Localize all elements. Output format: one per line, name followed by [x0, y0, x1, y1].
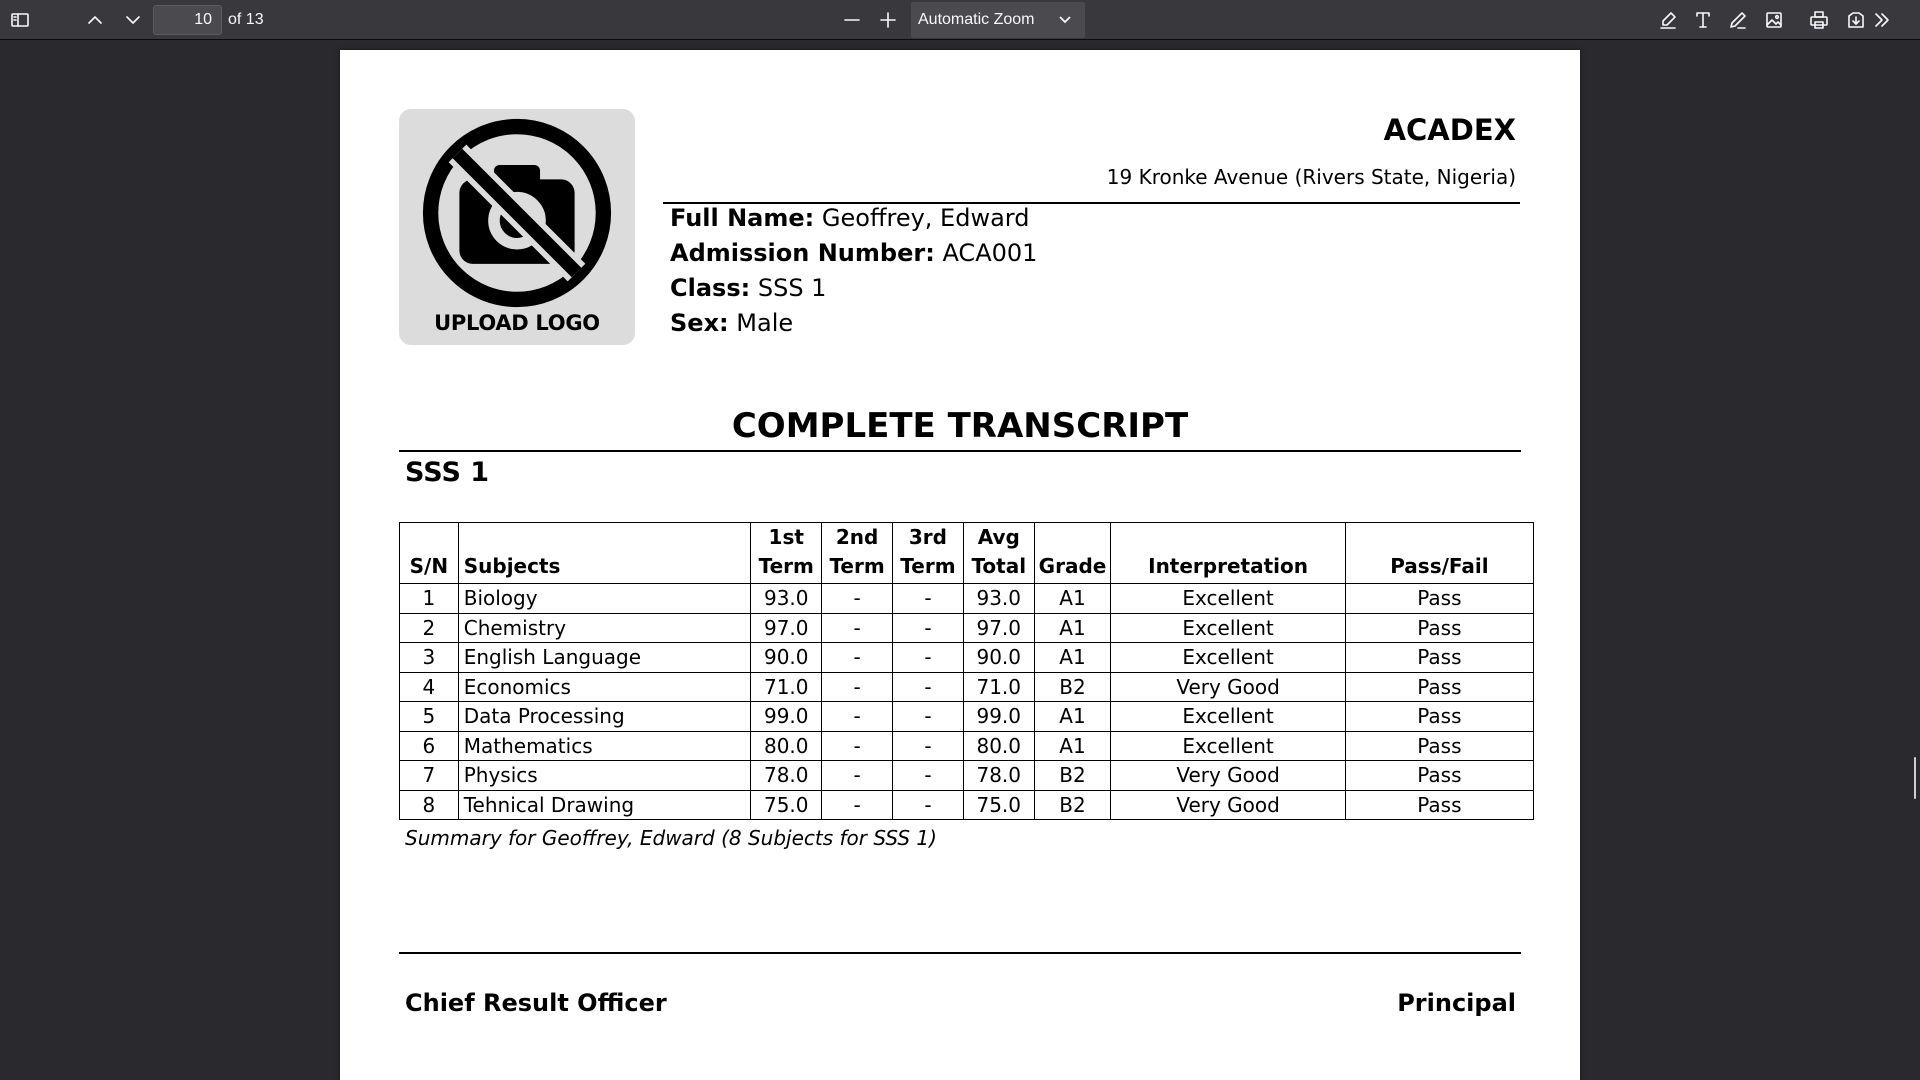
- table-cell: -: [822, 731, 893, 761]
- table-cell: 99.0: [963, 702, 1034, 732]
- table-row: [400, 702, 1534, 732]
- upload-logo-label: UPLOAD LOGO: [434, 311, 600, 335]
- table-cell: 6: [400, 731, 459, 761]
- table-cell: 93.0: [963, 584, 1034, 614]
- table-cell: Excellent: [1111, 643, 1345, 673]
- highlight-button[interactable]: [1652, 4, 1684, 36]
- table-cell: -: [893, 702, 964, 732]
- table-cell: 80.0: [751, 731, 822, 761]
- no-camera-icon: [421, 117, 613, 309]
- table-cell: B2: [1034, 672, 1111, 702]
- table-cell: 75.0: [751, 790, 822, 820]
- pencil-icon: [1728, 10, 1748, 30]
- table-cell: 99.0: [751, 702, 822, 732]
- table-row: [400, 790, 1534, 820]
- table-cell: 5: [400, 702, 459, 732]
- table-cell: 80.0: [963, 731, 1034, 761]
- table-cell: Pass: [1345, 613, 1533, 643]
- table-cell: Tehnical Drawing: [458, 790, 751, 820]
- page-count: of 13: [228, 11, 264, 28]
- table-cell: 7: [400, 761, 459, 791]
- table-cell: Pass: [1345, 702, 1533, 732]
- column-header: Grade: [1034, 523, 1111, 584]
- table-cell: A1: [1034, 643, 1111, 673]
- table-row: [400, 643, 1534, 673]
- table-cell: Very Good: [1111, 790, 1345, 820]
- table-cell: Pass: [1345, 731, 1533, 761]
- signature-divider: [399, 952, 1521, 954]
- next-page-button[interactable]: [117, 4, 149, 36]
- table-cell: -: [822, 790, 893, 820]
- sidebar-toggle-button[interactable]: [4, 4, 36, 36]
- table-row: [400, 672, 1534, 702]
- previous-page-button[interactable]: [79, 4, 111, 36]
- zoom-select[interactable]: [911, 2, 1085, 38]
- table-cell: -: [822, 613, 893, 643]
- document-title: COMPLETE TRANSCRIPT: [731, 406, 1189, 446]
- table-cell: Pass: [1345, 790, 1533, 820]
- table-cell: 8: [400, 790, 459, 820]
- student-admission-number: [670, 239, 1037, 267]
- student-class: [670, 274, 826, 302]
- column-header: S/N: [400, 523, 459, 584]
- table-cell: -: [822, 761, 893, 791]
- table-cell: 90.0: [751, 643, 822, 673]
- minus-icon: [842, 10, 862, 30]
- add-image-button[interactable]: [1758, 4, 1790, 36]
- zoom-out-button[interactable]: [836, 4, 868, 36]
- column-header: Avg Total: [963, 523, 1034, 584]
- column-header: Pass/Fail: [1345, 523, 1533, 584]
- scrollbar-thumb[interactable]: [1914, 757, 1916, 799]
- table-cell: -: [822, 672, 893, 702]
- table-row: [400, 731, 1534, 761]
- transcript-table: [399, 522, 1534, 820]
- table-cell: 75.0: [963, 790, 1034, 820]
- table-cell: -: [893, 731, 964, 761]
- pdf-page: [340, 50, 1580, 1080]
- signature-chief-result-officer: Chief Result Officer: [405, 989, 667, 1017]
- table-cell: Excellent: [1111, 702, 1345, 732]
- download-icon: [1846, 10, 1866, 30]
- table-cell: -: [822, 584, 893, 614]
- text-button[interactable]: [1687, 4, 1719, 36]
- table-cell: -: [893, 761, 964, 791]
- school-name: ACADEX: [1383, 113, 1516, 147]
- table-cell: 97.0: [751, 613, 822, 643]
- table-cell: Economics: [458, 672, 751, 702]
- field-value: Male: [736, 309, 794, 337]
- school-logo-placeholder: [399, 109, 635, 345]
- school-address: 19 Kronke Avenue (Rivers State, Nigeria): [1106, 165, 1516, 189]
- table-cell: English Language: [458, 643, 751, 673]
- chevron-down-icon: [123, 10, 143, 30]
- table-cell: A1: [1034, 702, 1111, 732]
- table-cell: 71.0: [751, 672, 822, 702]
- table-cell: -: [893, 584, 964, 614]
- zoom-in-button[interactable]: [872, 4, 904, 36]
- table-row: [400, 613, 1534, 643]
- table-header-row: [400, 523, 1534, 584]
- table-cell: -: [893, 672, 964, 702]
- table-cell: 1: [400, 584, 459, 614]
- column-header: 1st Term: [751, 523, 822, 584]
- pdf-toolbar: [0, 0, 1920, 40]
- chevron-down-icon: [1057, 11, 1073, 27]
- table-row: [400, 761, 1534, 791]
- field-value: SSS 1: [757, 274, 827, 302]
- table-cell: Pass: [1345, 643, 1533, 673]
- table-cell: -: [893, 790, 964, 820]
- transcript-summary: Summary for Geoffrey, Edward (8 Subjects for SSS 1): [405, 826, 937, 850]
- student-sex: [670, 309, 793, 337]
- table-cell: B2: [1034, 790, 1111, 820]
- table-cell: -: [893, 613, 964, 643]
- zoom-value: Automatic Zoom: [918, 11, 1035, 28]
- table-cell: Mathematics: [458, 731, 751, 761]
- table-cell: Data Processing: [458, 702, 751, 732]
- chevron-up-icon: [85, 10, 105, 30]
- table-cell: 4: [400, 672, 459, 702]
- table-cell: Excellent: [1111, 731, 1345, 761]
- table-cell: -: [893, 643, 964, 673]
- field-value: Geoffrey, Edward: [821, 204, 1030, 232]
- printer-icon: [1809, 10, 1829, 30]
- table-cell: Excellent: [1111, 584, 1345, 614]
- table-cell: -: [822, 643, 893, 673]
- plus-icon: [878, 10, 898, 30]
- print-button[interactable]: [1803, 4, 1835, 36]
- table-cell: Biology: [458, 584, 751, 614]
- double-chevron-right-icon: [1872, 10, 1892, 30]
- title-divider: [399, 450, 1521, 452]
- table-cell: A1: [1034, 613, 1111, 643]
- table-cell: Pass: [1345, 672, 1533, 702]
- signature-principal: Principal: [1397, 989, 1516, 1017]
- table-cell: Pass: [1345, 584, 1533, 614]
- class-heading: SSS 1: [405, 457, 490, 488]
- table-cell: Pass: [1345, 761, 1533, 791]
- table-cell: 2: [400, 613, 459, 643]
- column-header: Interpretation: [1111, 523, 1345, 584]
- table-cell: Chemistry: [458, 613, 751, 643]
- table-cell: 78.0: [751, 761, 822, 791]
- highlighter-icon: [1658, 10, 1678, 30]
- field-label: Class:: [670, 274, 751, 302]
- column-header: 3rd Term: [893, 523, 964, 584]
- table-row: [400, 584, 1534, 614]
- table-cell: 97.0: [963, 613, 1034, 643]
- table-cell: -: [822, 702, 893, 732]
- more-tools-button[interactable]: [1866, 4, 1898, 36]
- column-header: 2nd Term: [822, 523, 893, 584]
- page-number-input[interactable]: [153, 5, 222, 35]
- table-cell: Very Good: [1111, 672, 1345, 702]
- table-cell: 78.0: [963, 761, 1034, 791]
- table-cell: Very Good: [1111, 761, 1345, 791]
- table-cell: 93.0: [751, 584, 822, 614]
- field-label: Admission Number:: [670, 239, 935, 267]
- table-cell: 71.0: [963, 672, 1034, 702]
- student-full-name: [670, 204, 1029, 232]
- table-cell: 3: [400, 643, 459, 673]
- image-icon: [1764, 10, 1784, 30]
- field-value: ACA001: [942, 239, 1038, 267]
- sidebar-toggle-icon: [10, 10, 30, 30]
- table-cell: A1: [1034, 731, 1111, 761]
- column-header: Subjects: [458, 523, 751, 584]
- field-label: Sex:: [670, 309, 729, 337]
- text-icon: [1693, 10, 1713, 30]
- table-cell: A1: [1034, 584, 1111, 614]
- table-cell: 90.0: [963, 643, 1034, 673]
- table-cell: Physics: [458, 761, 751, 791]
- table-cell: B2: [1034, 761, 1111, 791]
- table-cell: Excellent: [1111, 613, 1345, 643]
- field-label: Full Name:: [670, 204, 815, 232]
- draw-button[interactable]: [1722, 4, 1754, 36]
